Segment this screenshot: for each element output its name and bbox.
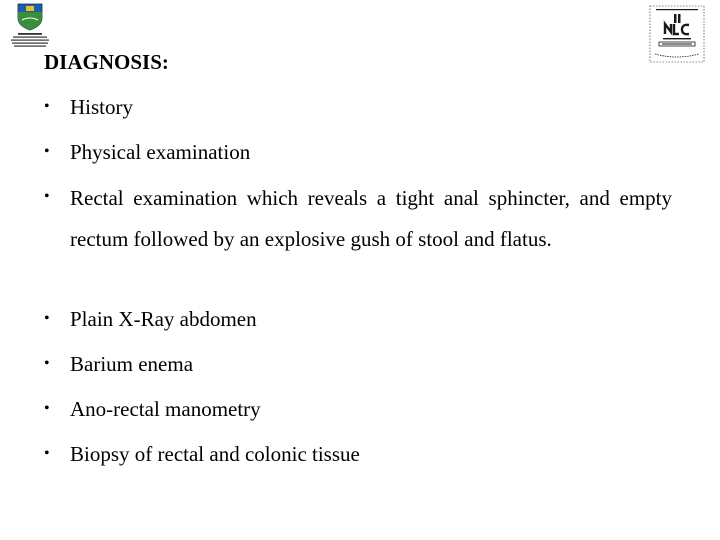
list-item-physical-examination [44, 133, 672, 171]
bullet-icon: • [44, 188, 50, 205]
list-item-text: Barium enema [70, 352, 194, 376]
bullet-icon: • [44, 445, 50, 462]
list-item-text: Physical examination [70, 140, 251, 164]
list-item-history [44, 88, 672, 126]
shield-icon [18, 4, 42, 30]
nursing-college-logo-right [648, 4, 706, 64]
list-item-text: Biopsy of rectal and colonic tissue [70, 442, 360, 466]
list-item-text: Plain X-Ray abdomen [70, 307, 257, 331]
bullet-icon: • [44, 98, 50, 115]
list-item-barium-enema [44, 345, 672, 383]
list-item-text: Rectal examination which reveals a tight anal sphincter, and empty rectum followed by an explosive gush of stool and flatus. [70, 186, 672, 251]
bullet-icon: • [44, 355, 50, 372]
nursing-college-emblem-icon [650, 6, 704, 62]
bullet-icon: • [44, 400, 50, 417]
bullet-icon: • [44, 310, 50, 327]
list-item-text: History [70, 95, 133, 119]
institution-logo-left [4, 2, 56, 48]
logo-caption-lines [11, 33, 49, 47]
list-item-plain-xray [44, 300, 672, 338]
list-item-biopsy [44, 435, 672, 473]
list-item-text: Ano-rectal manometry [70, 397, 261, 421]
slide-title: DIAGNOSIS: [44, 50, 169, 74]
bullet-icon: • [44, 143, 50, 160]
list-item-anorectal-manometry [44, 390, 672, 428]
list-item-rectal-examination [44, 178, 672, 260]
